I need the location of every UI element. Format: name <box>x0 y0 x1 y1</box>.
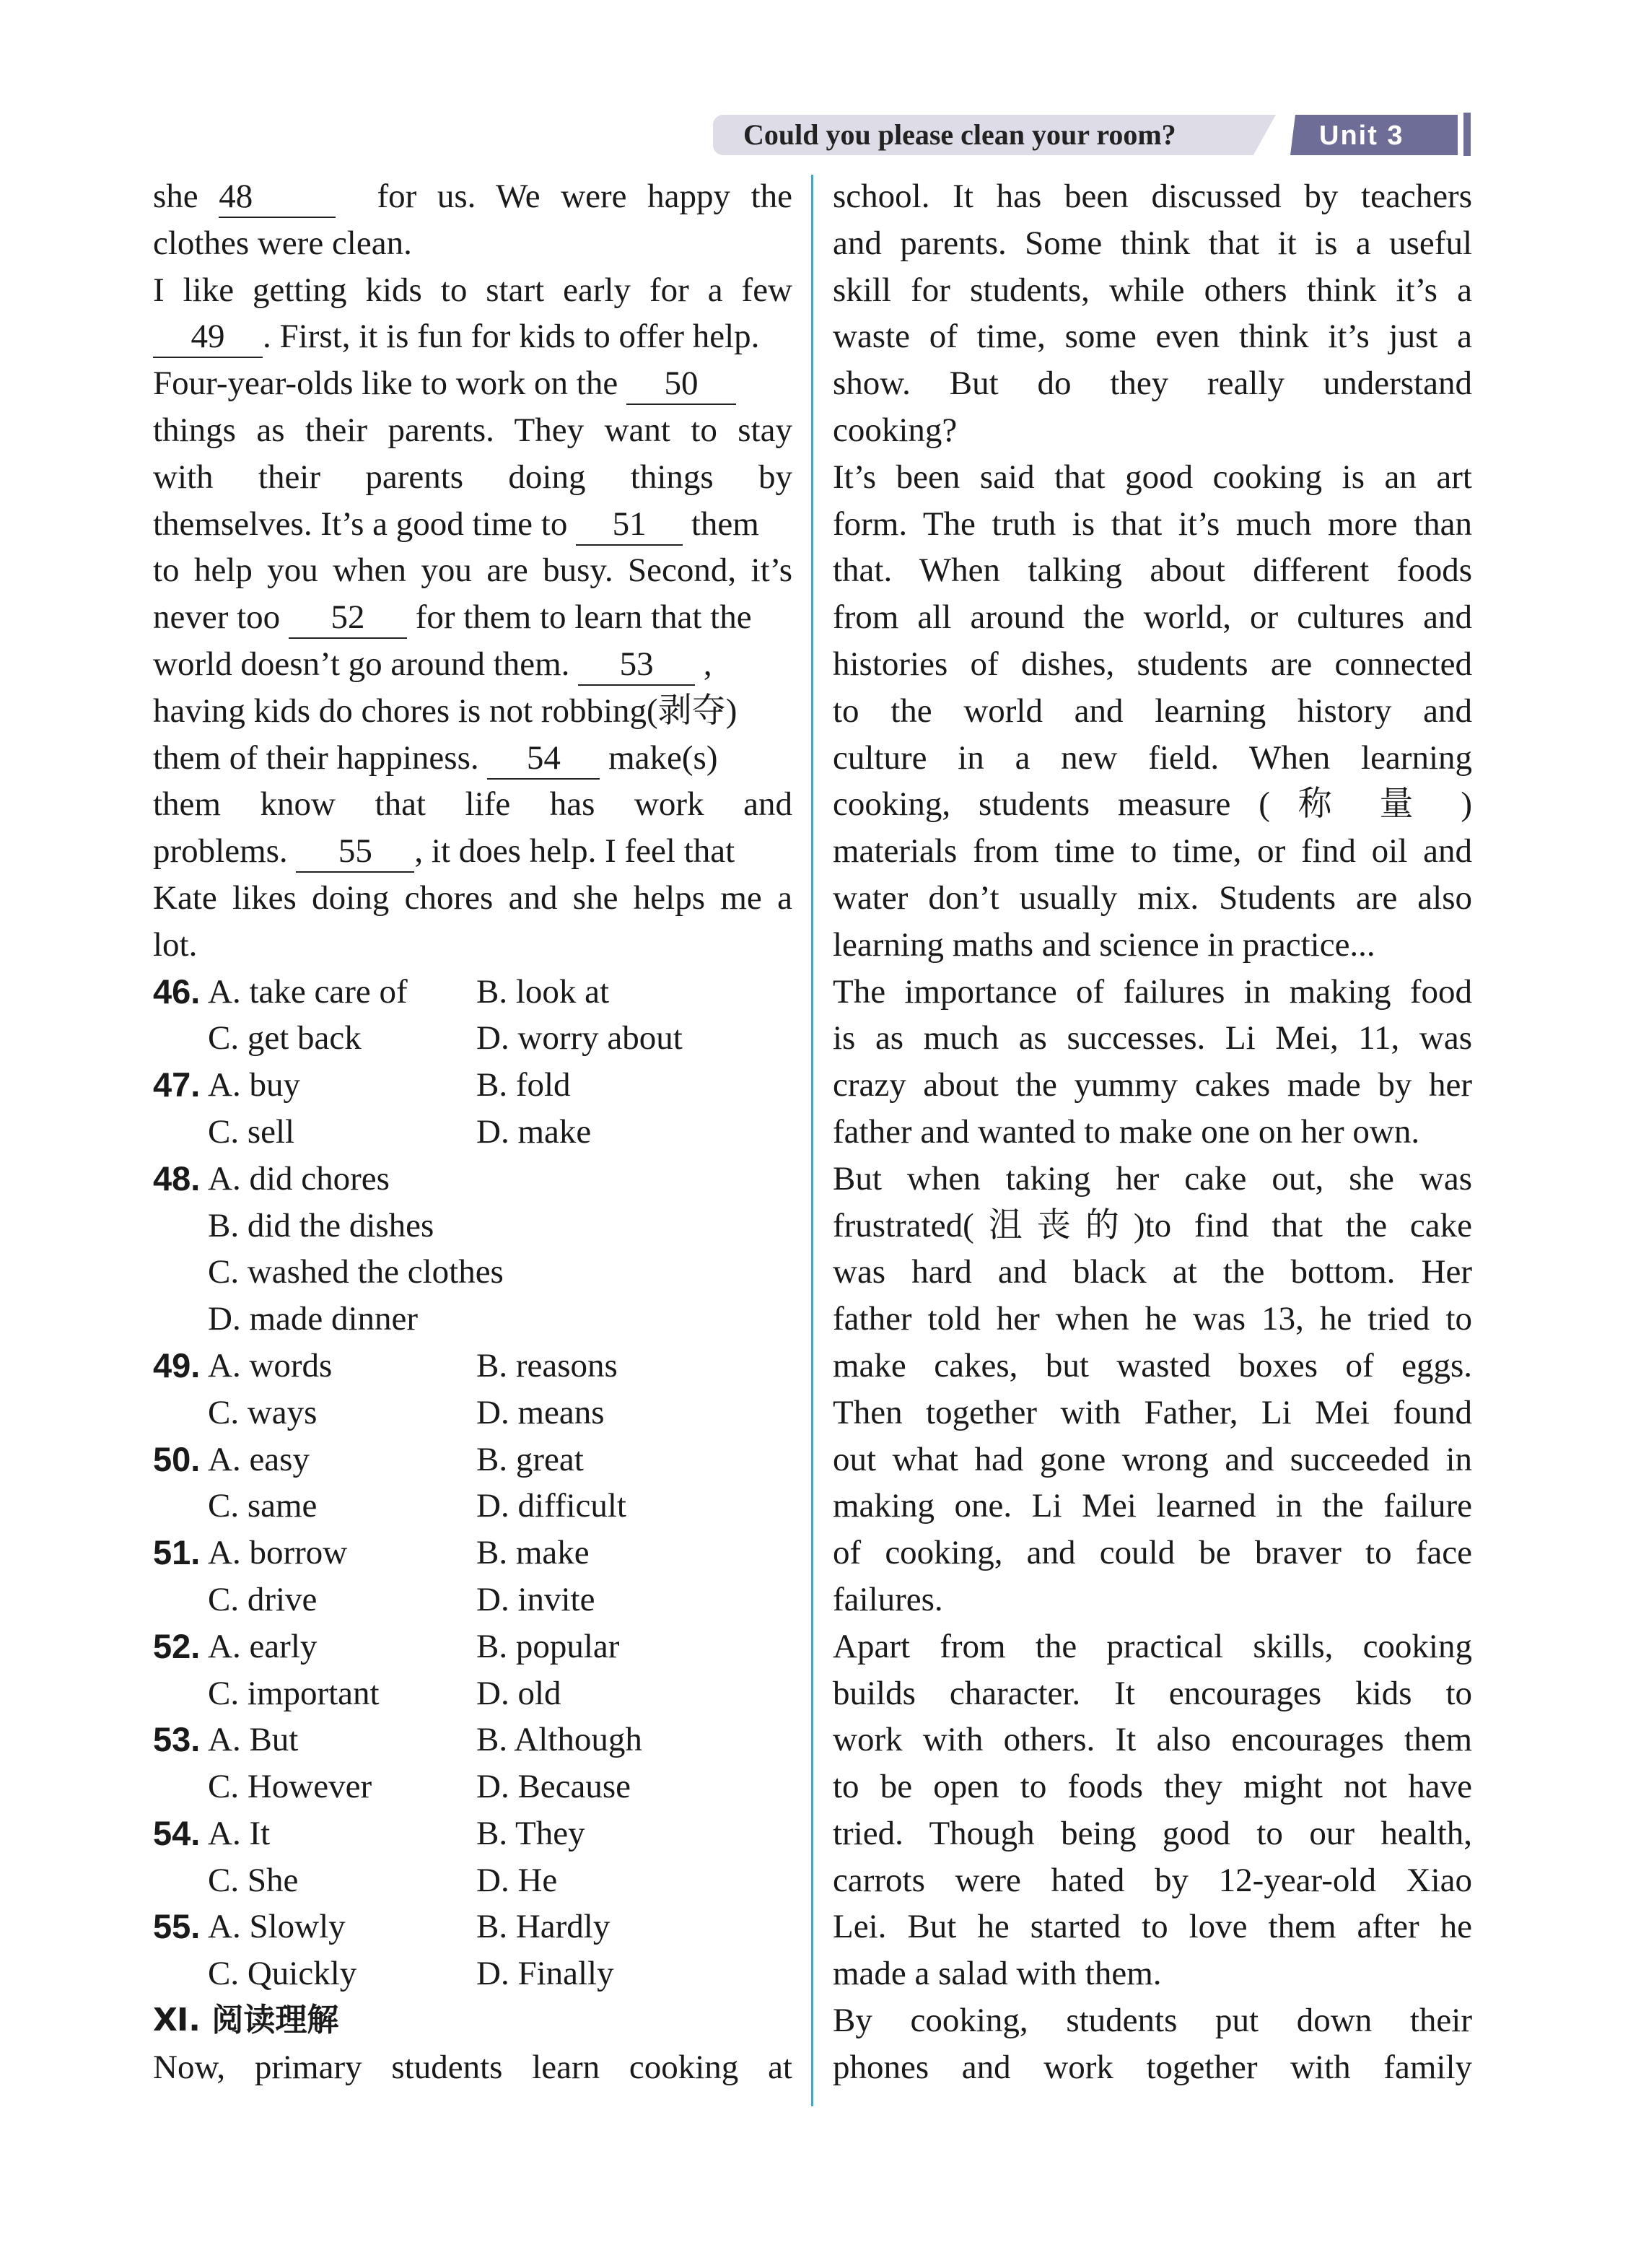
passage-line: themselves. It’s a good time to 51 them <box>153 501 792 548</box>
passage-line: make cakes, but wasted boxes of eggs. <box>833 1346 1472 1384</box>
passage-line: But when taking her cake out, she was <box>833 1159 1472 1198</box>
passage-line: Kate likes doing chores and she helps me a <box>153 878 792 917</box>
option-c[interactable]: C. same <box>208 1487 318 1525</box>
passage-line: builds character. It encourages kids to <box>833 1674 1472 1712</box>
passage-line: It’s been said that good cooking is an art <box>833 458 1472 496</box>
passage-line: cooking, students measure ( 称 量 ) <box>833 785 1472 824</box>
option-a[interactable]: A. did chores <box>208 1159 390 1198</box>
passage-line: 49 . First, it is fun for kids to offer help. <box>153 313 792 360</box>
passage-line: father and wanted to make one on her own. <box>833 1112 1420 1151</box>
option-c[interactable]: C. sell <box>208 1112 295 1151</box>
question-49 <box>153 1343 792 1390</box>
passage-line: made a salad with them. <box>833 1955 1162 1993</box>
passage-line: phones and work together with family <box>833 2048 1472 2086</box>
question-number: 53. <box>153 1720 201 1759</box>
passage-line: waste of time, some even think it’s just a <box>833 318 1472 356</box>
question-48-d <box>153 1296 792 1343</box>
passage-line: skill for students, while others think it’s a <box>833 271 1472 309</box>
option-a[interactable]: A. But <box>208 1721 299 1759</box>
option-c[interactable]: C. She <box>208 1861 299 1899</box>
passage-line: Then together with Father, Li Mei found <box>833 1393 1472 1431</box>
passage-line: things as their parents. They want to stay <box>153 411 792 449</box>
passage-line: carrots were hated by 12-year-old Xiao <box>833 1861 1472 1899</box>
option-c[interactable]: C. Quickly <box>208 1955 357 1993</box>
option-d[interactable]: D. invite <box>476 1580 595 1618</box>
option-d[interactable]: D. means <box>476 1393 605 1431</box>
question-54 <box>153 1810 792 1857</box>
passage-line: them of their happiness. 54 make(s) <box>153 735 792 782</box>
option-b[interactable]: B. popular <box>476 1627 620 1665</box>
option-a[interactable]: A. Slowly <box>208 1908 346 1946</box>
option-b[interactable]: B. look at <box>476 972 610 1011</box>
option-b[interactable]: B. fold <box>476 1066 571 1104</box>
header-accent-bar <box>1463 113 1471 156</box>
option-a[interactable]: A. early <box>208 1627 318 1665</box>
running-header-title: Could you please clean your room? <box>743 118 1176 151</box>
option-d[interactable]: D. old <box>476 1674 561 1712</box>
passage-line: never too 52 for them to learn that the <box>153 594 792 641</box>
blank-53[interactable]: 53 <box>578 644 695 686</box>
passage-line: Four-year-olds like to work on the 50 <box>153 360 792 407</box>
passage-line: of cooking, and could be braver to face <box>833 1534 1472 1572</box>
passage-line: form. The truth is that it’s much more than <box>833 505 1472 543</box>
passage-line: I like getting kids to start early for a few <box>153 271 792 309</box>
passage-line: crazy about the yummy cakes made by her <box>833 1066 1472 1104</box>
unit-badge: Unit 3 <box>1319 121 1404 151</box>
blank-51[interactable]: 51 <box>576 504 683 546</box>
passage-line: world doesn’t go around them. 53 , <box>153 641 792 688</box>
passage-line: cooking? <box>833 411 958 449</box>
question-52-cd <box>153 1670 792 1717</box>
option-a[interactable]: A. buy <box>208 1066 300 1104</box>
question-53 <box>153 1717 792 1763</box>
passage-line: she 48 for us. We were happy the <box>153 173 792 220</box>
option-a[interactable]: A. easy <box>208 1440 310 1478</box>
question-number: 46. <box>153 972 201 1011</box>
passage-line: out what had gone wrong and succeeded in <box>833 1440 1472 1478</box>
passage-line: work with others. It also encourages them <box>833 1721 1472 1759</box>
option-a[interactable]: A. borrow <box>208 1534 348 1572</box>
passage-line: is as much as successes. Li Mei, 11, was <box>833 1019 1472 1057</box>
passage-line: them know that life has work and <box>153 785 792 824</box>
option-c[interactable]: C. drive <box>208 1580 318 1618</box>
passage-line: with their parents doing things by <box>153 458 792 496</box>
option-b[interactable]: B. Hardly <box>476 1908 610 1946</box>
option-c[interactable]: C. However <box>208 1768 372 1806</box>
passage-line: The importance of failures in making food <box>833 972 1472 1011</box>
passage-line: school. It has been discussed by teachers <box>833 178 1472 215</box>
option-d[interactable]: D. worry about <box>476 1019 683 1057</box>
question-number: 47. <box>153 1065 201 1104</box>
right-column <box>833 173 1472 2091</box>
passage-line: show. But do they really understand <box>833 365 1472 403</box>
blank-54[interactable]: 54 <box>487 738 600 780</box>
passage-line: was hard and black at the bottom. Her <box>833 1253 1472 1291</box>
option-b[interactable]: B. did the dishes <box>208 1206 434 1244</box>
option-c[interactable]: C. get back <box>208 1019 362 1057</box>
option-a[interactable]: A. take care of <box>208 972 408 1011</box>
passage-line: to the world and learning history and <box>833 692 1472 730</box>
option-d[interactable]: D. made dinner <box>208 1300 419 1338</box>
question-49-cd <box>153 1390 792 1436</box>
passage-line: water don’t usually mix. Students are also <box>833 878 1472 917</box>
question-48 <box>153 1156 792 1203</box>
question-51 <box>153 1530 792 1576</box>
passage-line: learning maths and science in practice... <box>833 925 1375 964</box>
option-b[interactable]: B. great <box>476 1440 584 1478</box>
question-50-cd <box>153 1483 792 1530</box>
option-d[interactable]: D. Because <box>476 1768 631 1806</box>
question-47-cd <box>153 1109 792 1156</box>
passage-line: to help you when you are busy. Second, it’s <box>153 551 792 590</box>
passage-line: culture in a new field. When learning <box>833 738 1472 777</box>
question-55-cd <box>153 1950 792 1997</box>
question-54-cd <box>153 1857 792 1904</box>
column-divider <box>811 175 813 2106</box>
passage-line: Apart from the practical skills, cooking <box>833 1627 1472 1665</box>
question-number: 51. <box>153 1533 201 1572</box>
option-b[interactable]: B. Although <box>476 1721 642 1759</box>
option-d[interactable]: D. make <box>476 1112 592 1151</box>
blank-48[interactable]: 48 <box>219 176 336 218</box>
question-55 <box>153 1903 792 1950</box>
section-heading: Ⅺ. 阅读理解 <box>153 2002 339 2039</box>
option-c[interactable]: C. washed the clothes <box>208 1253 504 1291</box>
passage-line: tried. Though being good to our health, <box>833 1814 1472 1852</box>
passage-line: making one. Li Mei learned in the failure <box>833 1487 1472 1525</box>
passage-line: father told her when he was 13, he tried to <box>833 1300 1472 1338</box>
option-d[interactable]: D. He <box>476 1861 558 1899</box>
left-column <box>153 173 792 2091</box>
passage-line: failures. <box>833 1580 943 1618</box>
option-d[interactable]: D. difficult <box>476 1487 626 1525</box>
option-c[interactable]: C. ways <box>208 1393 318 1431</box>
option-a[interactable]: A. words <box>208 1346 333 1384</box>
passage-line: and parents. Some think that it is a useful <box>833 224 1472 262</box>
question-51-cd <box>153 1576 792 1623</box>
passage-line: clothes were clean. <box>153 224 412 262</box>
passage-line: to be open to foods they might not have <box>833 1768 1472 1806</box>
option-c[interactable]: C. important <box>208 1674 380 1712</box>
passage-line: from all around the world, or cultures and <box>833 598 1472 637</box>
option-b[interactable]: B. They <box>476 1814 585 1852</box>
question-number: 54. <box>153 1813 201 1852</box>
passage-line: having kids do chores is not robbing(剥夺) <box>153 692 738 730</box>
blank-49[interactable]: 49 <box>153 316 263 358</box>
question-number: 48. <box>153 1159 201 1198</box>
question-number: 50. <box>153 1439 201 1478</box>
passage-line: materials from time to time, or find oil and <box>833 832 1472 871</box>
question-50 <box>153 1436 792 1483</box>
option-b[interactable]: B. make <box>476 1534 590 1572</box>
passage-line: problems. 55 , it does help. I feel that <box>153 828 792 875</box>
question-number: 55. <box>153 1907 201 1946</box>
passage-line: Lei. But he started to love them after he <box>833 1908 1472 1946</box>
blank-52[interactable]: 52 <box>289 597 407 639</box>
question-52 <box>153 1623 792 1670</box>
passage-line: frustrated(沮丧的)to find that the cake <box>833 1206 1472 1244</box>
question-48-c <box>153 1249 792 1296</box>
question-47 <box>153 1062 792 1109</box>
passage-line: Now, primary students learn cooking at <box>153 2048 792 2086</box>
option-d[interactable]: D. Finally <box>476 1955 614 1993</box>
blank-50[interactable]: 50 <box>626 363 736 405</box>
question-number: 49. <box>153 1345 201 1384</box>
blank-55[interactable]: 55 <box>296 831 414 873</box>
passage-line: lot. <box>153 925 198 964</box>
passage-line: that. When talking about different foods <box>833 551 1472 590</box>
option-a[interactable]: A. It <box>208 1814 271 1852</box>
question-46 <box>153 969 792 1016</box>
question-48-b <box>153 1203 792 1249</box>
passage-line: histories of dishes, students are connected <box>833 645 1472 683</box>
option-b[interactable]: B. reasons <box>476 1346 618 1384</box>
question-number: 52. <box>153 1626 201 1665</box>
question-46-cd <box>153 1015 792 1062</box>
passage-line: By cooking, students put down their <box>833 2002 1472 2040</box>
question-53-cd <box>153 1763 792 1810</box>
